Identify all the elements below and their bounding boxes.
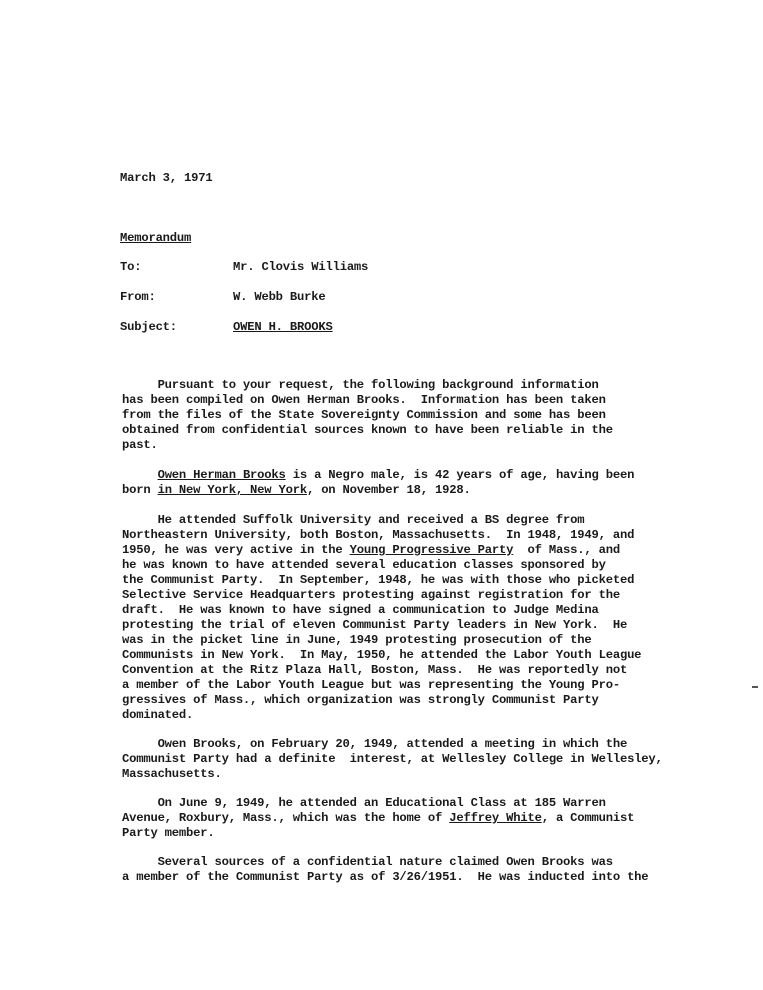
paragraph-3-line-10: Communists in New York. In May, 1950, he attended the Labor Youth League	[122, 648, 642, 662]
paragraph-3-line-3	[122, 543, 620, 558]
memo-title: Memorandum	[120, 231, 192, 245]
paragraph-3-line-3-prefix: 1950, he was very active in the	[122, 543, 350, 557]
paragraph-3-line-7: draft. He was known to have signed a communication to Judge Medina	[122, 603, 599, 617]
paragraph-3-line-9: was in the picket line in June, 1949 protesting prosecution of the	[122, 633, 592, 647]
paragraph-3-line-14: dominated.	[122, 708, 194, 722]
from-value: W. Webb Burke	[233, 290, 326, 304]
paragraph-2-line-2-prefix: born	[122, 483, 158, 497]
paragraph-2-line-2	[122, 483, 471, 498]
birthplace: in New York, New York	[157, 483, 307, 497]
paragraph-3-line-3-text: of Mass., and	[513, 543, 620, 557]
paragraph-3-line-1: He attended Suffolk University and received a BS degree from	[122, 513, 585, 527]
paragraph-3-line-4: he was known to have attended several education classes sponsored by	[122, 558, 606, 572]
party-name: Young Progressive Party	[349, 543, 514, 557]
to-label: To:	[120, 260, 142, 274]
paragraph-5-line-2-text: , a Communist	[541, 811, 635, 825]
paragraph-1-line-5: past.	[122, 438, 158, 452]
paragraph-3-line-5: the Communist Party. In September, 1948, he was with those who picketed	[122, 573, 635, 587]
subject-label: Subject:	[120, 320, 177, 334]
from-label: From:	[120, 290, 156, 304]
paragraph-5-line-1: On June 9, 1949, he attended an Educational Class at 185 Warren	[122, 796, 606, 810]
paragraph-4-line-1: Owen Brooks, on February 20, 1949, attended a meeting in which the	[122, 737, 628, 751]
paragraph-4-line-3: Massachusetts.	[122, 767, 222, 781]
paragraph-3-line-2: Northeastern University, both Boston, Massachusetts. In 1948, 1949, and	[122, 528, 635, 542]
paragraph-3-line-11: Convention at the Ritz Plaza Hall, Boston, Mass. He was reportedly not	[122, 663, 628, 677]
paragraph-3-line-13: gressives of Mass., which organization was strongly Communist Party	[122, 693, 599, 707]
paragraph-3-line-6: Selective Service Headquarters protesting against registration for the	[122, 588, 620, 602]
paragraph-1-line-2: has been compiled on Owen Herman Brooks. Information has been taken	[122, 393, 606, 407]
host-name: Jeffrey White	[449, 811, 542, 825]
paragraph-1-line-1: Pursuant to your request, the following background information	[122, 378, 599, 392]
memo-date: March 3, 1971	[120, 171, 213, 185]
paragraph-2-line-1	[122, 468, 634, 483]
subject-full-name: Owen Herman Brooks	[157, 468, 286, 482]
subject-value: OWEN H. BROOKS	[233, 320, 333, 334]
paragraph-5-line-2	[122, 811, 634, 826]
paragraph-6-line-1: Several sources of a confidential nature claimed Owen Brooks was	[122, 855, 613, 869]
paragraph-4-line-2: Communist Party had a definite interest, at Wellesley College in Wellesley,	[122, 752, 663, 766]
paragraph-3-line-8: protesting the trial of eleven Communist Party leaders in New York. He	[122, 618, 628, 632]
to-value: Mr. Clovis Williams	[233, 260, 369, 274]
paragraph-2-line-1-text: is a Negro male, is 42 years of age, having been	[285, 468, 635, 482]
paragraph-2-line-2-text: , on November 18, 1928.	[306, 483, 471, 497]
paragraph-3-line-12: a member of the Labor Youth League but was representing the Young Pro-	[122, 678, 620, 692]
margin-mark	[752, 686, 758, 688]
paragraph-1-line-3: from the files of the State Sovereignty Commission and some has been	[122, 408, 606, 422]
paragraph-6-line-2: a member of the Communist Party as of 3/26/1951. He was inducted into the	[122, 870, 649, 884]
paragraph-5-line-2-prefix: Avenue, Roxbury, Mass., which was the home of	[122, 811, 450, 825]
paragraph-1-line-4: obtained from confidential sources known to have been reliable in the	[122, 423, 613, 437]
paragraph-5-line-3: Party member.	[122, 826, 215, 840]
